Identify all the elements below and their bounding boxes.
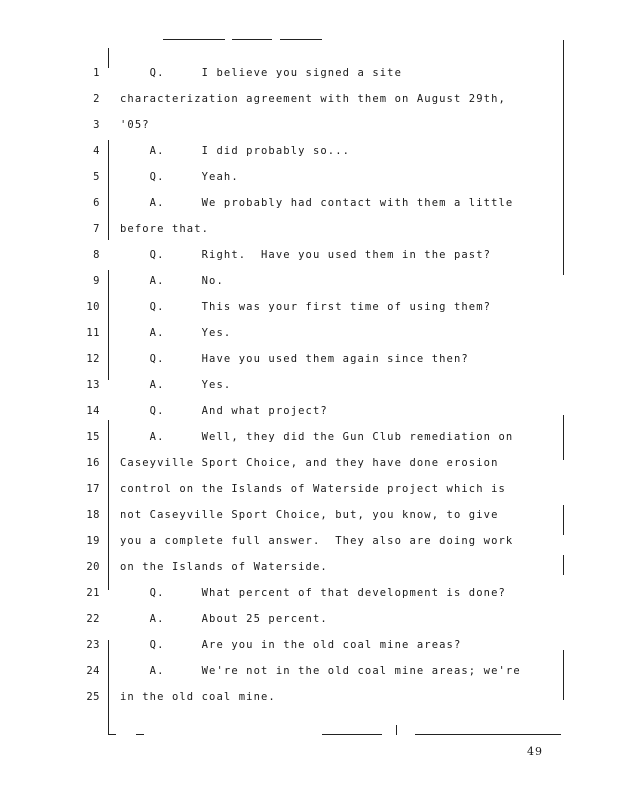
page-number: 49	[527, 745, 543, 758]
line-text: A. Yes.	[120, 379, 232, 391]
line-text: Caseyville Sport Choice, and they have done erosion	[120, 457, 499, 469]
line-number: 10	[86, 301, 100, 313]
line-number: 7	[93, 223, 100, 235]
line-text: A. About 25 percent.	[120, 613, 328, 625]
line-number: 20	[86, 561, 100, 573]
left-margin-line-b	[108, 140, 109, 240]
left-margin-line-a	[108, 48, 109, 68]
line-number: 17	[86, 483, 100, 495]
line-number: 18	[86, 509, 100, 521]
line-text: A. No.	[120, 275, 224, 287]
line-text: you a complete full answer. They also are doing work	[120, 535, 514, 547]
line-number: 4	[93, 145, 100, 157]
line-number: 3	[93, 119, 100, 131]
line-text: before that.	[120, 223, 210, 235]
line-text: Q. This was your first time of using them?	[120, 301, 492, 313]
line-number: 25	[86, 691, 100, 703]
line-number: 24	[86, 665, 100, 677]
line-text: characterization agreement with them on August 29th,	[120, 93, 506, 105]
bottom-rule-1	[108, 734, 116, 735]
line-text: on the Islands of Waterside.	[120, 561, 328, 573]
bottom-rule-4	[415, 734, 561, 735]
left-margin-line-d	[108, 420, 109, 590]
line-number: 11	[86, 327, 100, 339]
line-number: 15	[86, 431, 100, 443]
line-text: Q. And what project?	[120, 405, 328, 417]
right-margin-line-c	[563, 505, 564, 535]
line-number: 1	[93, 67, 100, 79]
line-number: 13	[86, 379, 100, 391]
bottom-rule-3	[322, 734, 382, 735]
line-text: Q. Are you in the old coal mine areas?	[120, 639, 462, 651]
left-margin-line-c	[108, 270, 109, 380]
line-number: 14	[86, 405, 100, 417]
line-text: A. We probably had contact with them a little	[120, 197, 514, 209]
line-number: 19	[86, 535, 100, 547]
line-number: 9	[93, 275, 100, 287]
line-text: not Caseyville Sport Choice, but, you know, to give	[120, 509, 499, 521]
line-text: '05?	[120, 119, 150, 131]
top-rule-3	[280, 39, 322, 40]
right-margin-line-a	[563, 40, 564, 275]
right-margin-line-b	[563, 415, 564, 460]
line-number: 12	[86, 353, 100, 365]
line-text: control on the Islands of Waterside project which is	[120, 483, 506, 495]
line-text: Q. Right. Have you used them in the past?	[120, 249, 492, 261]
line-text: Q. What percent of that development is done?	[120, 587, 506, 599]
line-number: 23	[86, 639, 100, 651]
left-margin-line-e	[108, 640, 109, 735]
line-text: A. I did probably so...	[120, 145, 351, 157]
line-text: A. Yes.	[120, 327, 232, 339]
line-text: Q. I believe you signed a site	[120, 67, 403, 79]
right-margin-line-e	[563, 650, 564, 700]
line-number: 2	[93, 93, 100, 105]
top-rule-2	[232, 39, 272, 40]
line-text: A. Well, they did the Gun Club remediation on	[120, 431, 514, 443]
bottom-rule-2	[136, 734, 144, 735]
line-number: 5	[93, 171, 100, 183]
right-margin-line-d	[563, 555, 564, 575]
line-number: 21	[86, 587, 100, 599]
line-text: in the old coal mine.	[120, 691, 276, 703]
line-number: 6	[93, 197, 100, 209]
line-text: Q. Yeah.	[120, 171, 239, 183]
top-rule-1	[163, 39, 225, 40]
bottom-tick	[396, 725, 397, 735]
line-number: 22	[86, 613, 100, 625]
line-number: 8	[93, 249, 100, 261]
line-number: 16	[86, 457, 100, 469]
line-text: Q. Have you used them again since then?	[120, 353, 469, 365]
line-text: A. We're not in the old coal mine areas; we're	[120, 665, 521, 677]
